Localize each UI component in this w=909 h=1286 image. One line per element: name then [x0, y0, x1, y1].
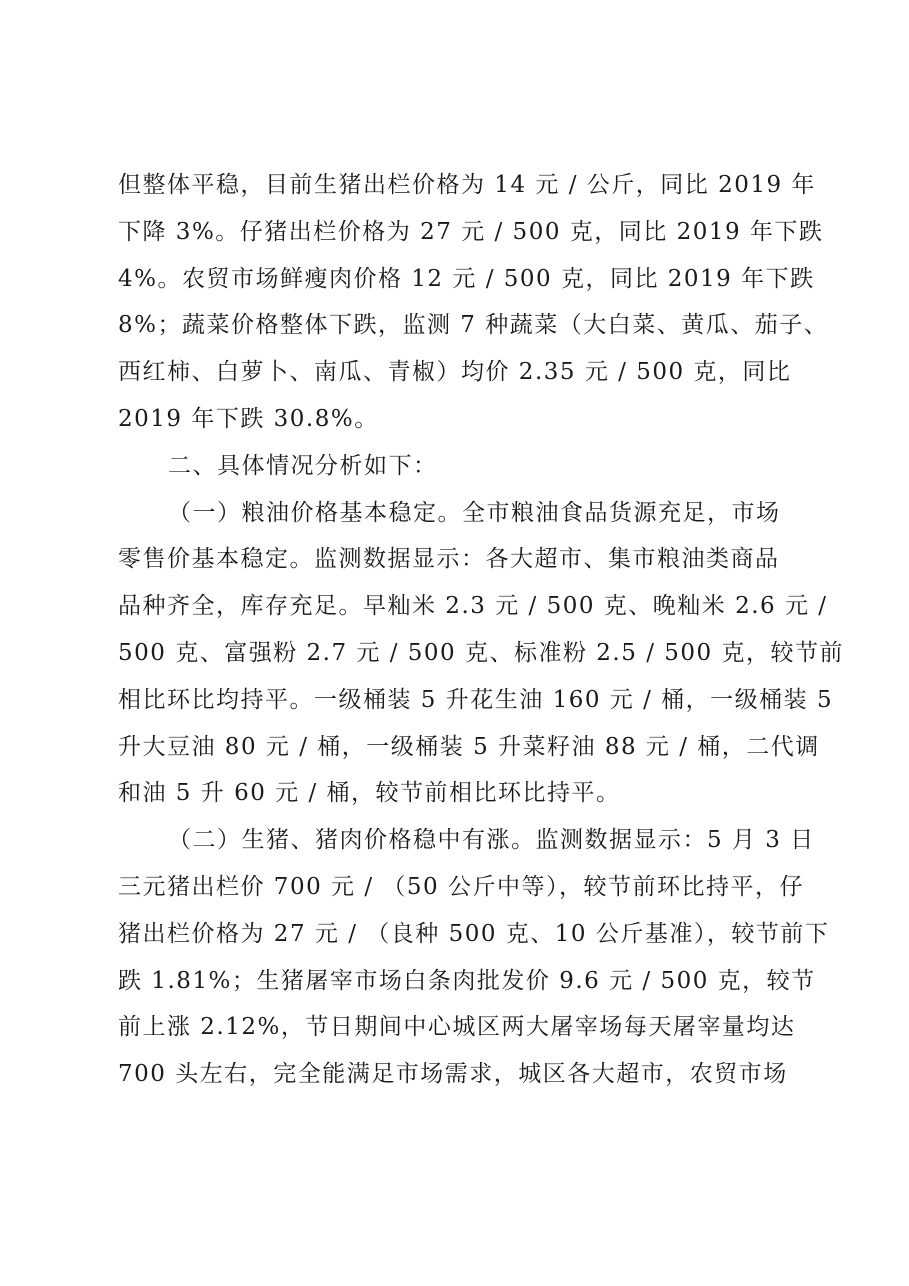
text-line: 和油 5 升 60 元 / 桶，较节前相比环比持平。 [118, 780, 621, 807]
text-line: 品种齐全，库存充足。早籼米 2.3 元 / 500 克、晚籼米 2.6 元 / [118, 593, 828, 620]
text-line: 西红柿、白萝卜、南瓜、青椒）均价 2.35 元 / 500 克，同比 [118, 359, 792, 386]
text-line: 跌 1.81%；生猪屠宰市场白条肉批发价 9.6 元 / 500 克，较节 [118, 967, 816, 994]
text-line: 升大豆油 80 元 / 桶，一级桶装 5 升菜籽油 88 元 / 桶，二代调 [118, 733, 820, 760]
text-line: 猪出栏价格为 27 元 / （良种 500 克、10 公斤基准），较节前下 [118, 920, 830, 947]
paragraph-start: （二）生猪、猪肉价格稳中有涨。监测数据显示：5 月 3 日 [168, 827, 815, 854]
text-line: 4%。农贸市场鲜瘦肉价格 12 元 / 500 克，同比 2019 年下跌 [118, 265, 815, 292]
text-line: 500 克、富强粉 2.7 元 / 500 克、标准粉 2.5 / 500 克，较节前 [118, 639, 844, 666]
section-heading: 二、具体情况分析如下： [168, 452, 438, 479]
text-line: 但整体平稳，目前生猪出栏价格为 14 元 / 公斤，同比 2019 年 [118, 172, 816, 198]
text-line: 700 头左右，完全能满足市场需求，城区各大超市，农贸市场 [118, 1061, 788, 1088]
text-line: 相比环比均持平。一级桶装 5 升花生油 160 元 / 桶，一级桶装 5 [118, 686, 834, 713]
paragraph-start: （一）粮油价格基本稳定。全市粮油食品货源充足，市场 [168, 499, 781, 526]
text-line: 2019 年下跌 30.8%。 [118, 405, 379, 432]
text-line: 前上涨 2.12%，节日期间中心城区两大屠宰场每天屠宰量均达 [118, 1014, 796, 1041]
text-line: 三元猪出栏价 700 元 / （50 公斤中等），较节前环比持平，仔 [118, 873, 804, 900]
document-body [118, 162, 844, 1098]
text-line: 8%；蔬菜价格整体下跌，监测 7 种蔬菜（大白菜、黄瓜、茄子、 [118, 312, 829, 339]
text-line: 下降 3%。仔猪出栏价格为 27 元 / 500 克，同比 2019 年下跌 [118, 218, 824, 245]
text-line: 零售价基本稳定。监测数据显示：各大超市、集市粮油类商品 [118, 546, 780, 573]
